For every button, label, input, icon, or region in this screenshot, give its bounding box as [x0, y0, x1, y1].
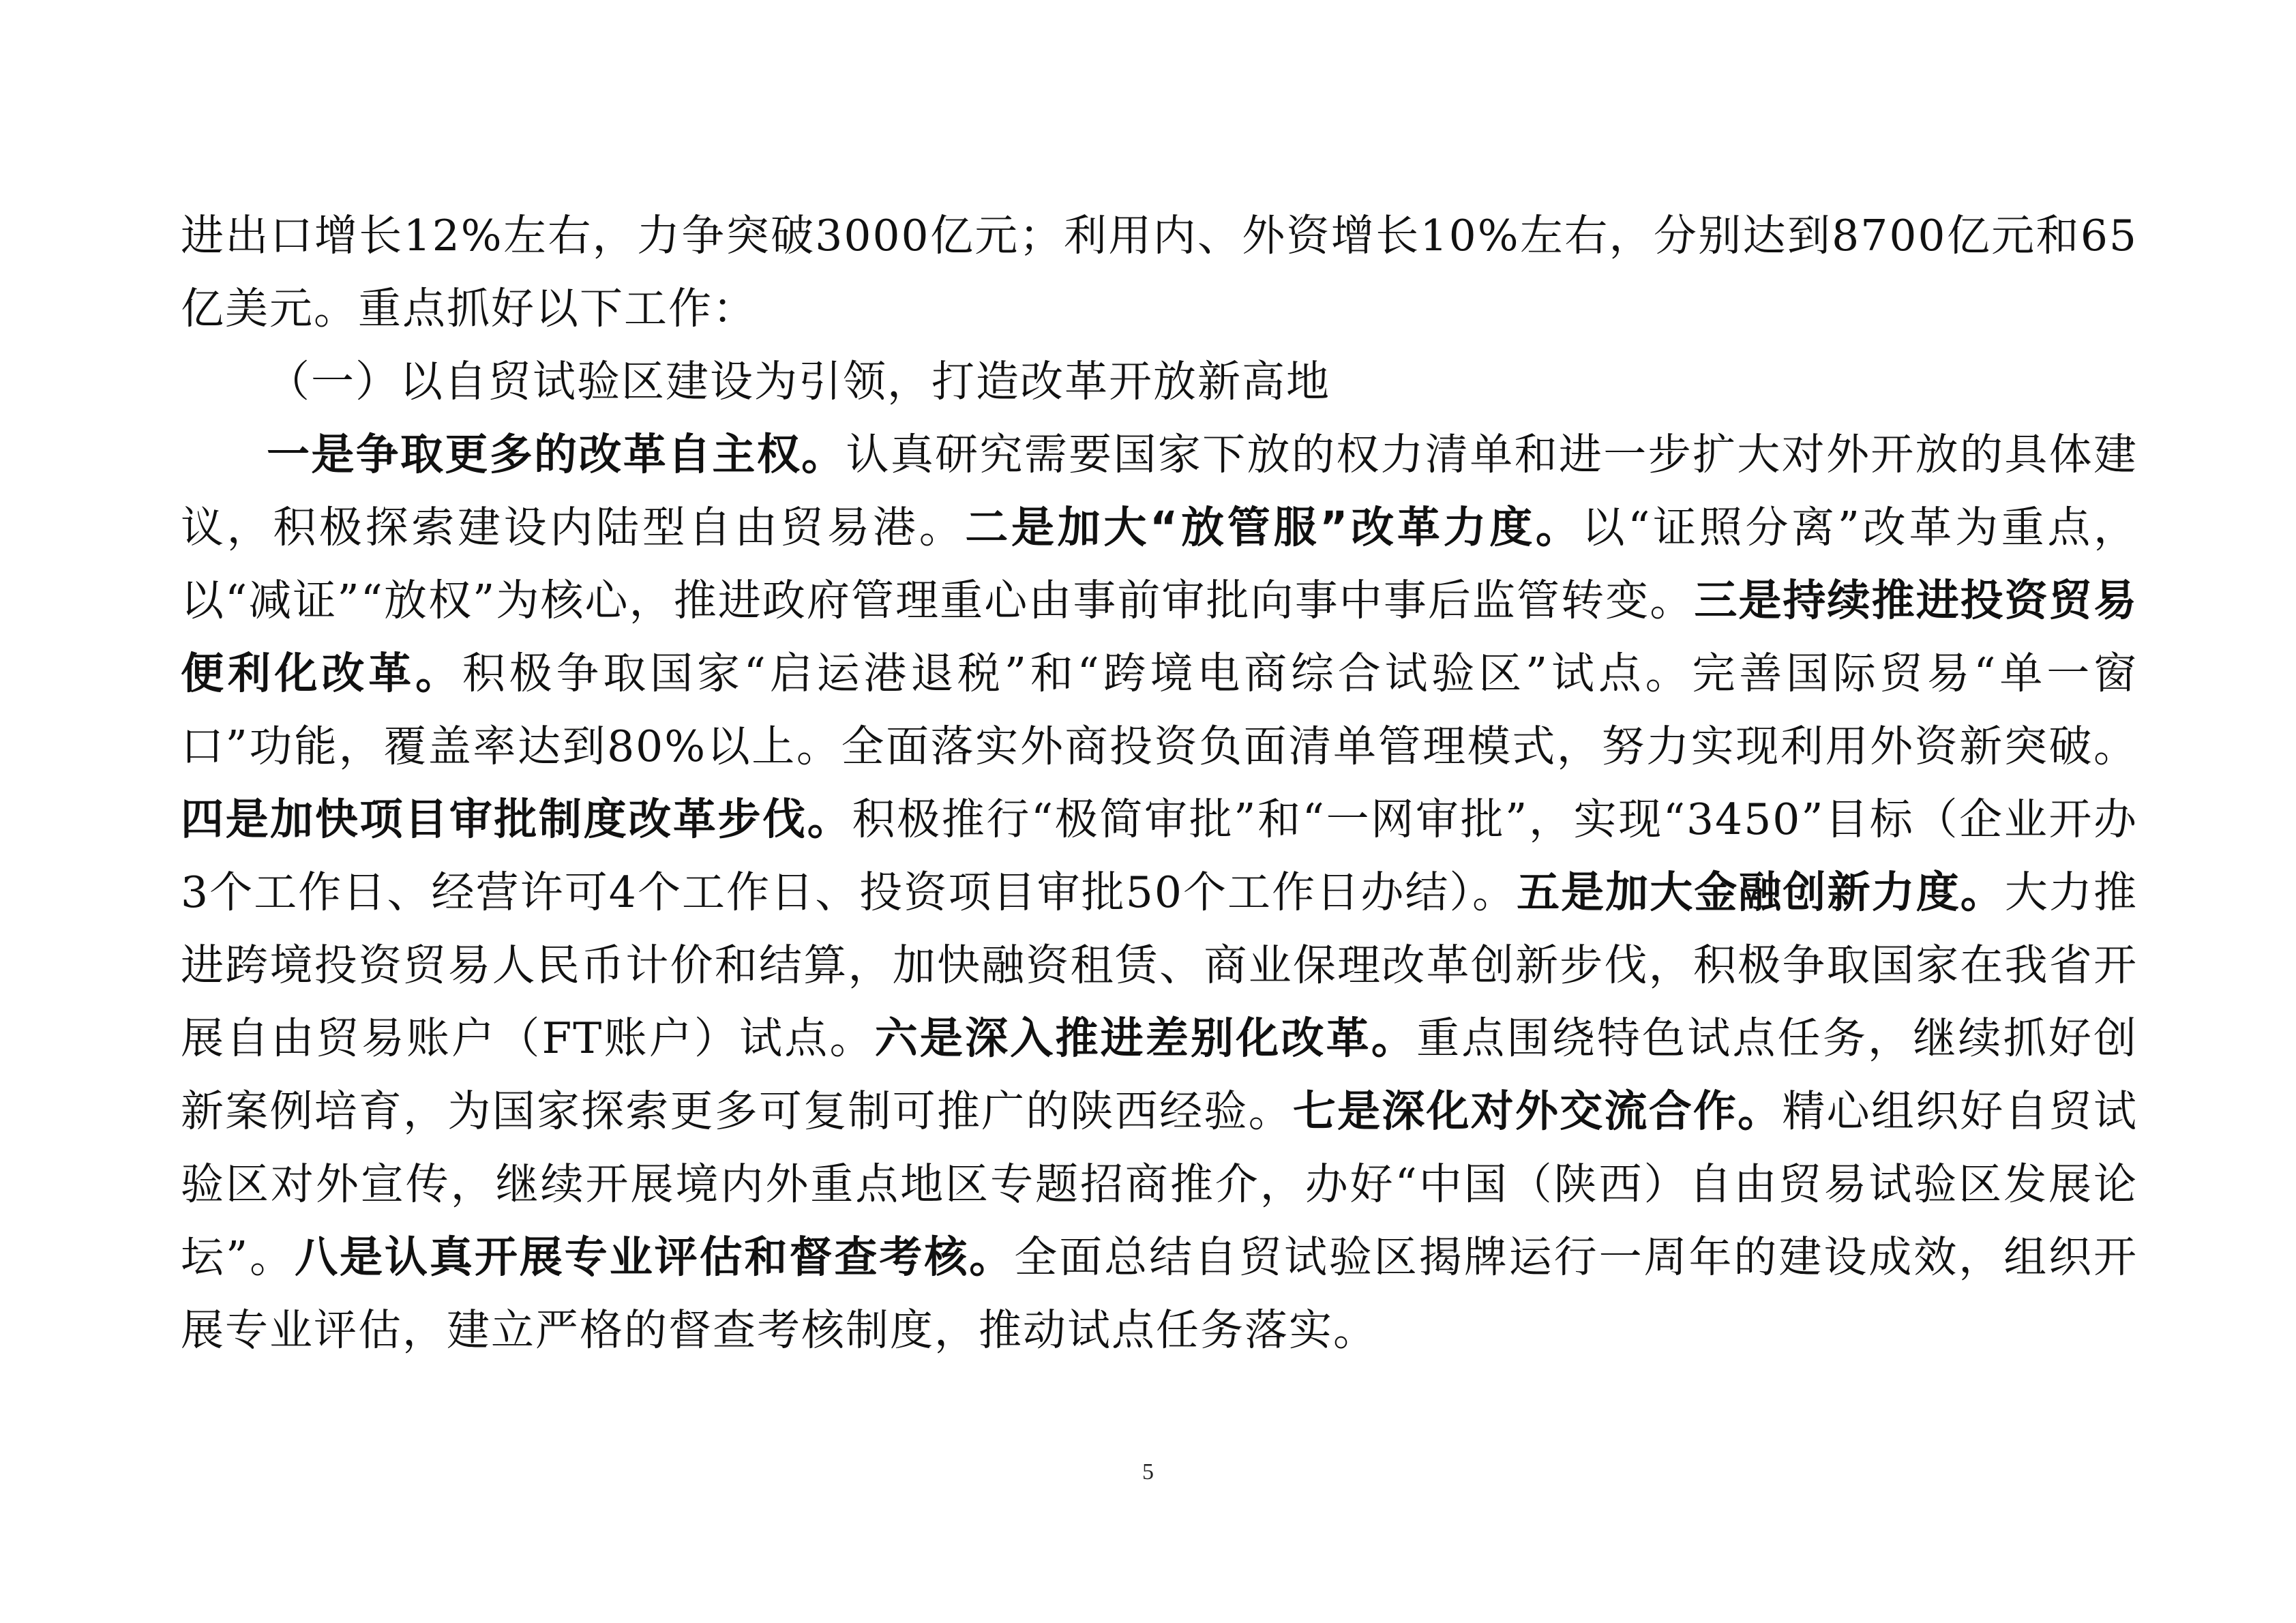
item-body-3: 积极争取国家“启运港退税”和“跨境电商综合试验区”试点。完善国际贸易“单一窗口”功能，覆盖率达到80%以上。全面落实外商投资负面清单管理模式，努力实现利用外资新突破。: [181, 649, 2138, 771]
item-body-2: 以“证照分离”改革为重点，以“减证”“放权”为核心，推进政府管理重心由事前审批向事中事后监管转变。: [181, 503, 2138, 625]
item-title-4: 四是加快项目审批制度改革步伐。: [181, 794, 852, 844]
item-title-1: 一是争取更多的改革自主权。: [267, 430, 846, 479]
item-title-2: 二是加大“放管服”改革力度。: [965, 503, 1582, 552]
item-title-5: 五是加大金融创新力度。: [1517, 867, 2005, 917]
item-title-6: 六是深入推进差别化改革。: [874, 1013, 1417, 1063]
item-body-4: 积极推行“极简审批”和“一网审批”，实现“3450”目标（企业开办3个工作日、经营许可4个工作日、投资项目审批50个工作日办结）。: [181, 794, 2138, 917]
item-title-7: 七是深化对外交流合作。: [1292, 1086, 1783, 1136]
item-body-8: 全面总结自贸试验区揭牌运行一周年的建设成效，组织开展专业评估，建立严格的督查考核制度，推动试点任务落实。: [181, 1232, 2138, 1355]
item-body-6: 重点围绕特色试点任务，继续抓好创新案例培育，为国家探索更多可复制可推广的陕西经验。: [181, 1013, 2138, 1136]
intro-paragraph: 进出口增长12%左右，力争突破3000亿元；利用内、外资增长10%左右，分别达到8700亿元和65亿美元。重点抓好以下工作：: [181, 211, 2138, 333]
item-title-3: 三是持续推进投资贸易便利化改革。: [181, 576, 2138, 698]
document-body: [181, 199, 2138, 1367]
section-heading: （一）以自贸试验区建设为引领，打造改革开放新高地: [267, 357, 1330, 406]
reform-tasks-paragraph: [181, 418, 2138, 1367]
item-body-5: 大力推进跨境投资贸易人民币计价和结算，加快融资租赁、商业保理改革创新步伐，积极争取国家在我省开展自由贸易账户（FT账户）试点。: [181, 867, 2138, 1063]
item-body-1: 认真研究需要国家下放的权力清单和进一步扩大对外开放的具体建议，积极探索建设内陆型自由贸易港。: [181, 430, 2138, 552]
item-title-8: 八是认真开展专业评估和督查考核。: [295, 1232, 1015, 1282]
page-number: 5: [1142, 1459, 1154, 1485]
item-body-7: 精心组织好自贸试验区对外宣传，继续开展境内外重点地区专题招商推介，办好“中国（陕西）自由贸易试验区发展论坛”。: [181, 1086, 2138, 1282]
